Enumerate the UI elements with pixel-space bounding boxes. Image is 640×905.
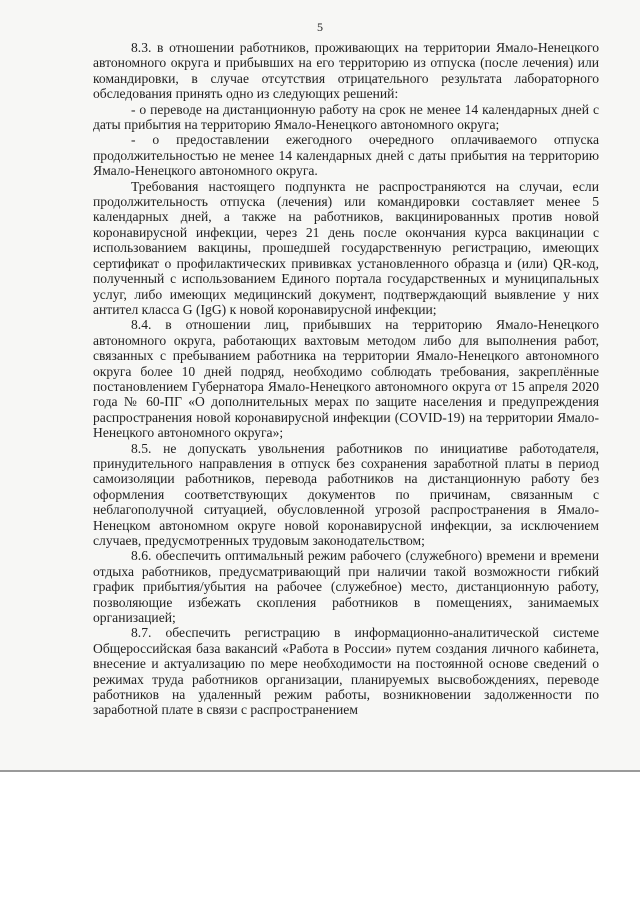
paragraph-8-3-exceptions: Требования настоящего подпункта не распространяются на случаи, если продолжительность отпуска (лечения) или командировки составляет менее 5 календарных дней, а также на работников, вакцинированных против новой коронавирусной инфекции, через 21 день после окончания курса вакцинации с использованием вакцины, прошедшей государственную регистрацию, имеющих сертификат о профилактических прививках установленного образца и (или) QR-код, полученный с использованием Единого портала государственных и муниципальных услуг, либо имеющих медицинский документ, подтверждающий выявление у них антител класса G (IgG) к новой коронавирусной инфекции; [93, 178, 599, 317]
document-body [93, 40, 599, 718]
paragraph-8-3: 8.3. в отношении работников, проживающих на территории Ямало-Ненецкого автономного округа и прибывших на его территорию из отпуска (после лечения) или командировки, в случае отсутствия отрицательного результата лабораторного обследования принять одно из следующих решений: [93, 40, 599, 102]
paragraph-8-3-option-vacation: - о предоставлении ежегодного очередного оплачиваемого отпуска продолжительностью не менее 14 календарных дней с даты прибытия на территорию Ямало-Ненецкого автономного округа. [93, 132, 599, 179]
paragraph-8-7: 8.7. обеспечить регистрацию в информационно-аналитической системе Общероссийская база вакансий «Работа в России» путем создания личного кабинета, внесение и актуализацию по мере необходимости на постоянной основе сведений о режимах труда работников организации, планируемых высвобождениях, переводе работников на удаленный режим работы, возникновении задолженности по заработной плате в связи с распространением [93, 625, 599, 718]
page-number: 5 [317, 20, 323, 34]
paragraph-8-3-option-remote-work: - о переводе на дистанционную работу на срок не менее 14 календарных дней с даты прибытия на территорию Ямало-Ненецкого автономного округа; [93, 101, 599, 133]
blank-area [0, 772, 640, 905]
paragraph-8-6: 8.6. обеспечить оптимальный режим рабочего (служебного) времени и времени отдыха работников, предусматривающий при наличии такой возможности гибкий график прибытия/убытия на рабочее (служебное) место, дистанционную работу, позволяющие избежать скопления работников в помещениях, занимаемых организацией; [93, 548, 599, 626]
paragraph-8-5: 8.5. не допускать увольнения работников по инициативе работодателя, принудительного направления в отпуск без сохранения заработной платы в период самоизоляции работников, перевода работников на дистанционную работу без оформления соответствующих документов по причинам, связанным с неблагополучной ситуацией, обусловленной угрозой распространения в Ямало-Ненецком автономном округе новой коронавирусной инфекции, за исключением случаев, предусмотренных трудовым законодательством; [93, 440, 599, 548]
paragraph-8-4: 8.4. в отношении лиц, прибывших на территорию Ямало-Ненецкого автономного округа, работающих вахтовым методом либо для выполнения работ, связанных с пребыванием работника на территории Ямало-Ненецкого автономного округа более 10 дней подряд, необходимо соблюдать требования, закреплённые постановлением Губернатора Ямало-Ненецкого автономного округа от 15 апреля 2020 года № 60-ПГ «О дополнительных мерах по защите населения и предупреждения распространения новой коронавирусной инфекции (COVID-19) на территории Ямало-Ненецкого автономного округа»; [93, 317, 599, 441]
